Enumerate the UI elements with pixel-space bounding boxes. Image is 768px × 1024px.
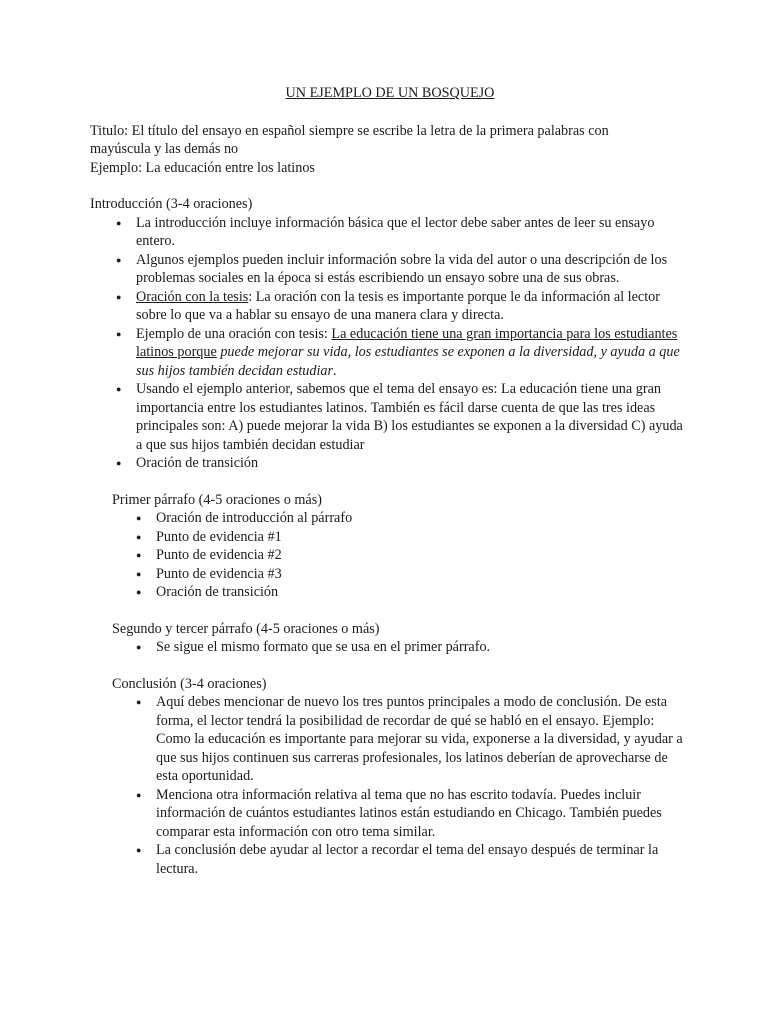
introduccion-section	[90, 195, 690, 473]
primer-parrafo-list	[90, 509, 690, 602]
list-item	[156, 638, 690, 657]
list-item	[156, 841, 690, 878]
tesis-label: Oración con la tesis	[136, 288, 249, 305]
list-item	[156, 509, 690, 528]
intro-item-6: Oración de transición	[136, 455, 259, 471]
segundo-item-1: Se sigue el mismo formato que se usa en el primer párrafo.	[156, 639, 491, 655]
primer-item-2: Punto de evidencia #1	[156, 528, 282, 545]
list-item	[136, 454, 690, 473]
document-page	[90, 84, 690, 896]
list-item	[156, 786, 690, 842]
list-item	[136, 380, 690, 454]
introduccion-list	[90, 214, 690, 473]
ejemplo-line: Ejemplo: La educación entre los latinos	[90, 159, 315, 176]
tesis-text: : La oración con la tesis es importante porque le da información al lector sobre lo que va a hablar su ensayo de una manera clara y directa.	[136, 288, 660, 323]
tesis-example-italic: puede mejorar su vida, los estudiantes se exponen a la diversidad, y ayuda a que sus hijos también decidan estudiar	[136, 344, 680, 379]
conclusion-item-3: La conclusión debe ayudar al lector a recordar el tema del ensayo después de terminar la lectura.	[156, 842, 659, 877]
conclusion-section	[90, 675, 690, 879]
list-item	[156, 565, 690, 584]
primer-item-5: Oración de transición	[156, 584, 279, 600]
primer-parrafo-heading: Primer párrafo (4-5 oraciones o más)	[112, 491, 322, 508]
segundo-parrafo-heading: Segundo y tercer párrafo (4-5 oraciones o más)	[112, 620, 380, 637]
primer-item-3: Punto de evidencia #2	[156, 547, 282, 563]
list-item	[156, 583, 690, 602]
list-item	[136, 251, 690, 288]
segundo-parrafo-list	[90, 638, 690, 657]
conclusion-item-1: Aquí debes mencionar de nuevo los tres puntos principales a modo de conclusión. De esta forma, el lector tendrá la posibilidad de recordar de qué se habló en el ensayo. Ejemplo: Como la educación es importante para mejorar su vida, exponerse a la diversidad, y ayudar a que sus hijos continuen sus carreras profesionales, los latinos deberían de aprovecharse de esta oportunidad.	[156, 694, 683, 784]
tesis-example-end: .	[333, 362, 337, 379]
intro-item-5: Usando el ejemplo anterior, sabemos que el tema del ensayo es: La educación tiene una gran importancia entre los estudiantes latinos. También es fácil darse cuenta de que las tres ideas principales son: A) puede mejorar la vida B) los estudiantes se exponen a la diversidad C) ayuda a que sus hijos también decidan estudiar	[136, 381, 683, 453]
conclusion-heading: Conclusión (3-4 oraciones)	[112, 675, 267, 692]
primer-item-4: Punto de evidencia #3	[156, 565, 282, 582]
titulo-section	[90, 122, 690, 178]
list-item	[136, 288, 690, 325]
list-item	[156, 546, 690, 565]
segundo-parrafo-section	[90, 620, 690, 657]
conclusion-item-2: Menciona otra información relativa al tema que no has escrito todavía. Puedes incluir información de cuántos estudiantes latinos están estudiando en Chicago. También puedes comparar esta información con otro tema similar.	[156, 786, 662, 840]
introduccion-heading: Introducción (3-4 oraciones)	[90, 196, 253, 212]
list-item	[136, 214, 690, 251]
titulo-line-1: Titulo: El título del ensayo en español siempre se escribe la letra de la primera palabras con	[90, 122, 609, 139]
conclusion-list	[90, 693, 690, 878]
list-item	[136, 325, 690, 381]
primer-parrafo-section	[90, 491, 690, 602]
intro-item-1: La introducción incluye información básica que el lector debe saber antes de leer su ensayo entero.	[136, 214, 655, 249]
document-title: UN EJEMPLO DE UN BOSQUEJO	[285, 85, 495, 101]
list-item	[156, 528, 690, 547]
tesis-example-underlined: La educación tiene una gran importancia para los estudiantes latinos porque	[136, 325, 678, 360]
primer-item-1: Oración de introducción al párrafo	[156, 510, 353, 526]
list-item	[156, 693, 690, 786]
titulo-line-2: mayúscula y las demás no	[90, 141, 239, 157]
intro-item-2: Algunos ejemplos pueden incluir información sobre la vida del autor o una descripción de los problemas sociales en la época si estás escribiendo un ensayo sobre una de sus obras.	[136, 251, 668, 286]
tesis-example-prefix: Ejemplo de una oración con tesis:	[136, 325, 332, 342]
